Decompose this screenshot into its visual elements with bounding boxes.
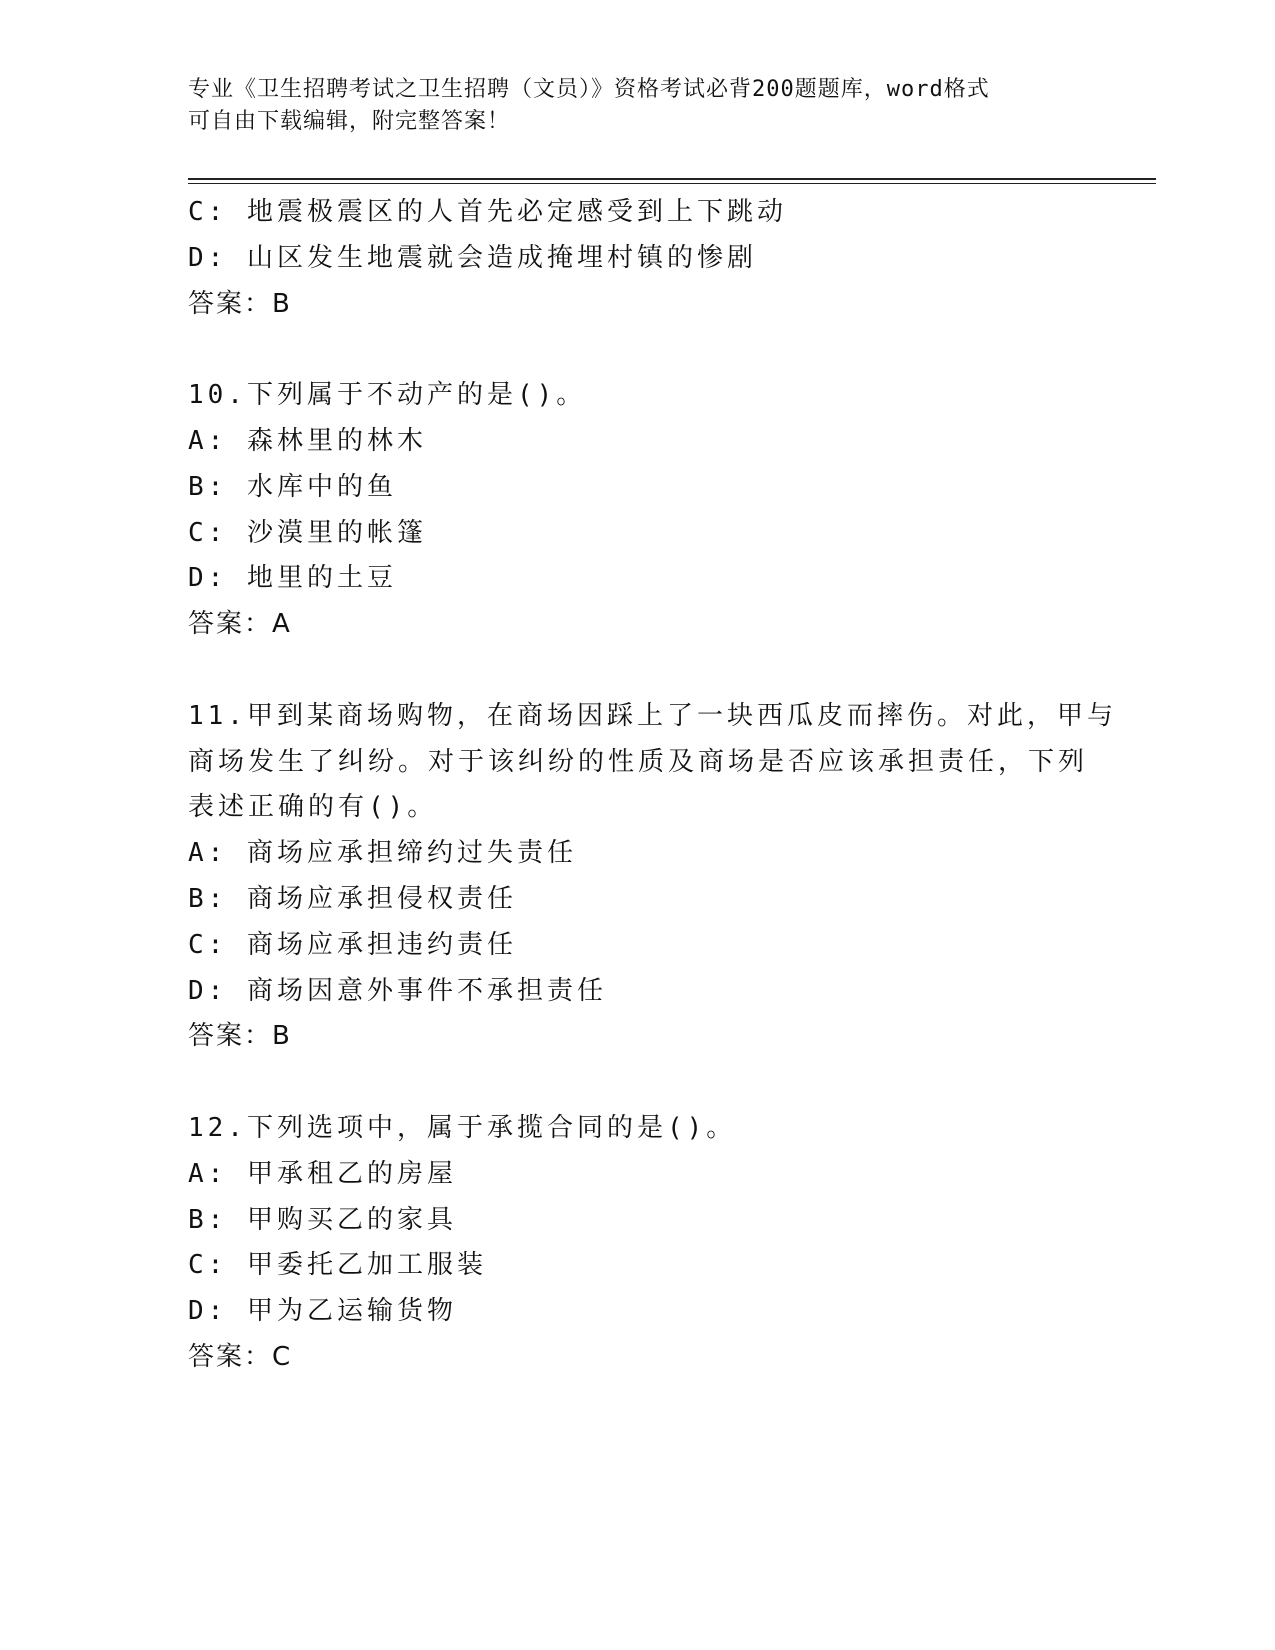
question-stem-line-2: 商场发生了纠纷。对于该纠纷的性质及商场是否应该承担责任，下列 [188, 746, 1089, 777]
question-stem-line-3: 表述正确的有()。 [188, 792, 438, 823]
option-d: D: 山区发生地震就会造成掩埋村镇的惨剧 [188, 242, 757, 273]
option-d: D: 商场因意外事件不承担责任 [188, 975, 607, 1006]
question-9-tail [188, 190, 1088, 327]
question-10 [188, 373, 1088, 648]
question-stem: 12.下列选项中，属于承揽合同的是()。 [188, 1112, 737, 1143]
option-c: C: 地震极震区的人首先必定感受到上下跳动 [188, 197, 787, 227]
spacer [188, 648, 1088, 694]
option-c: C: 沙漠里的帐篷 [188, 517, 427, 548]
spacer [188, 327, 1088, 373]
header-divider-thin [188, 183, 1156, 184]
option-d: D: 甲为乙运输货物 [188, 1296, 457, 1327]
header-line-1: 专业《卫生招聘考试之卫生招聘（文员）》资格考试必背200题题库，word格式 [188, 77, 990, 102]
answer-label: 答案：A [188, 609, 292, 640]
document-header [188, 74, 1088, 138]
header-line-2: 可自由下载编辑，附完整答案！ [188, 109, 511, 134]
answer-label: 答案：B [188, 288, 292, 319]
option-b: B: 水库中的鱼 [188, 471, 397, 502]
question-list [188, 190, 1117, 1381]
option-c: C: 甲委托乙加工服装 [188, 1250, 487, 1281]
header-divider-thick [188, 178, 1156, 180]
option-b: B: 商场应承担侵权责任 [188, 883, 517, 914]
question-stem-line-1: 11.甲到某商场购物，在商场因踩上了一块西瓜皮而摔伤。对此，甲与 [188, 700, 1117, 731]
question-11 [188, 694, 1117, 1060]
option-a: A: 甲承租乙的房屋 [188, 1158, 457, 1189]
answer-label: 答案：B [188, 1021, 292, 1052]
question-12 [188, 1106, 1088, 1381]
answer-label: 答案：C [188, 1341, 293, 1372]
spacer [188, 1060, 1088, 1106]
option-a: A: 商场应承担缔约过失责任 [188, 838, 577, 869]
option-d: D: 地里的土豆 [188, 563, 397, 594]
question-stem: 10.下列属于不动产的是()。 [188, 380, 587, 411]
option-a: A: 森林里的林木 [188, 425, 427, 456]
option-b: B: 甲购买乙的家具 [188, 1204, 457, 1235]
option-c: C: 商场应承担违约责任 [188, 929, 517, 960]
